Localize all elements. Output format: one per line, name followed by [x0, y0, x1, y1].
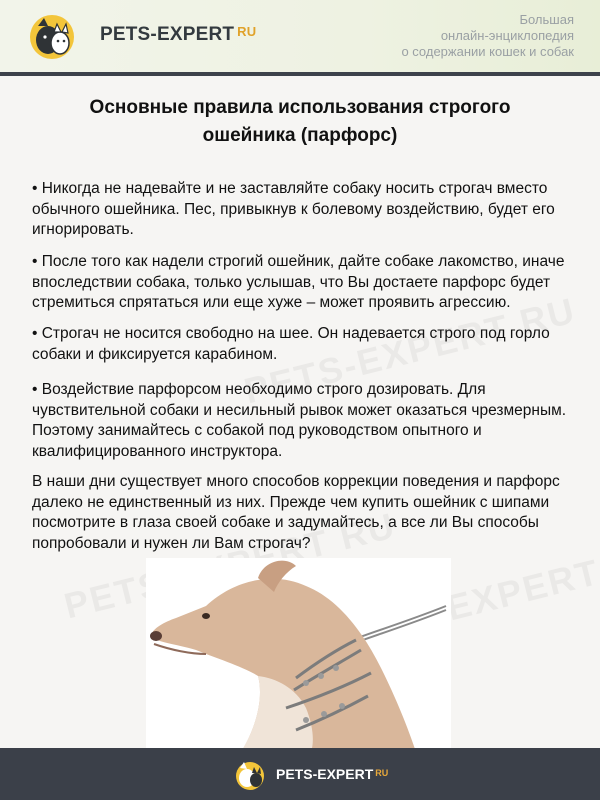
rule-paragraph: • Воздействие парфорсом необходимо строго дозировать. Для чувствительной собаки и несильный рывок может оказаться чрезмерным. Поэтому занимайтесь с собакой под руководством опытного и квалифицированного инструктора. [32, 381, 567, 460]
footer-logo-name: PETS-EXPERT [276, 766, 374, 782]
site-tagline [401, 12, 574, 60]
header-divider [0, 72, 600, 76]
tagline-line: о содержании кошек и собак [401, 44, 574, 59]
title-line: ошейника (парфорс) [202, 125, 398, 146]
rule-paragraph: • Никогда не надевайте и не заставляйте собаку носить строгач вместо обычного ошейника. Пес, привыкнув к болевому воздействию, будет его игнорировать. [32, 180, 555, 238]
pets-logo-icon[interactable] [24, 10, 84, 62]
title-line: Основные правила использования строгого [89, 97, 511, 118]
dog-collar-photo [146, 558, 451, 752]
logo-suffix: RU [237, 24, 257, 39]
footer-logo-text[interactable] [276, 766, 388, 782]
article-title [40, 94, 560, 150]
site-header [0, 0, 600, 72]
tagline-line: онлайн-энциклопедия [440, 28, 574, 43]
rule-paragraph: • Строгач не носится свободно на шее. Он надевается строго под горло собаки и фиксируется карабином. [32, 325, 550, 363]
footer-logo-suffix: RU [375, 768, 389, 778]
site-footer [0, 748, 600, 800]
rule-paragraph: • После того как надели строгий ошейник, дайте собаке лакомство, иначе впоследствии собака, только услышав, что Вы достаете парфорс будет стремиться спрятаться или еще хуже – может проявить агрессию. [32, 253, 565, 311]
logo-name: PETS-EXPERT [100, 24, 235, 45]
conclusion-paragraph: В наши дни существует много способов коррекции поведения и парфорс далеко не единственный из них. Прежде чем купить ошейник с шипами посмотрите в глаза своей собаке и задумайтесь, а все ли Вы способы попробовали и нужен ли Вам строгач? [32, 473, 560, 552]
tagline-line: Большая [519, 12, 574, 27]
pets-logo-icon[interactable] [231, 758, 271, 792]
site-logo-text[interactable] [100, 24, 256, 46]
